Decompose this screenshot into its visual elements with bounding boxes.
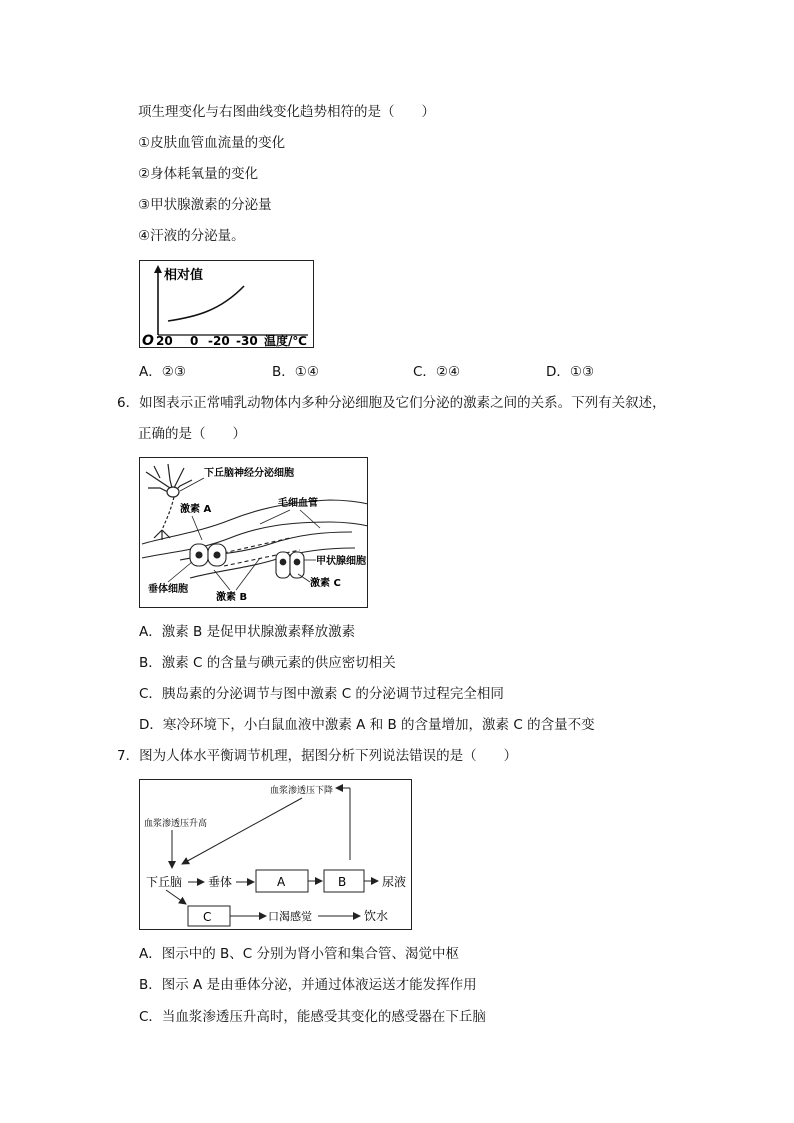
q6-option-c[interactable]: C．胰岛素的分泌调节与图中激素 C 的分泌调节过程完全相同: [139, 686, 504, 702]
q6-option-d[interactable]: D．寒冷环境下，小白鼠血液中激素 A 和 B 的含量增加，激素 C 的含量不变: [139, 717, 595, 733]
trend-curve: [168, 286, 244, 321]
q5-option-a[interactable]: A．②③: [139, 364, 186, 380]
pituitary-leader: [168, 562, 192, 582]
q5-figure: [139, 260, 314, 348]
q5-item-4: ④汗液的分泌量。: [138, 228, 245, 244]
q7-option-a[interactable]: A．图示中的 B、C 分别为肾小管和集合管、渴觉中枢: [139, 946, 460, 962]
tick-label-neg20: -20: [208, 334, 230, 348]
hormone-b-leader-1: [214, 570, 230, 590]
q7-water-balance-diagram: [140, 780, 413, 931]
q5-option-b[interactable]: B．①④: [272, 364, 319, 380]
y-axis-label: 相对值: [164, 268, 204, 283]
arrow-decrease-to-hypothalamus: [182, 798, 302, 864]
box-a-label: A: [277, 875, 286, 889]
label-hypothalamus-cell: 下丘脑神经分泌细胞: [204, 468, 294, 479]
q5-item-1: ①皮肤血管血流量的变化: [138, 135, 286, 151]
q5-stem-tail: 项生理变化与右图曲线变化趋势相符的是（ ）: [138, 104, 435, 120]
label-capillary: 毛细血管: [278, 498, 318, 509]
y-axis-arrow: [154, 265, 162, 273]
q6-stem-line2: 正确的是（ ）: [138, 426, 246, 442]
box-b-label: B: [338, 875, 347, 889]
hormone-a-leader: [192, 516, 202, 540]
node-drink: 饮水: [364, 909, 389, 923]
q5-curve-chart: [140, 261, 315, 349]
label-pituitary-cell: 垂体细胞: [148, 584, 188, 595]
arrow-hypothalamus-to-c: [166, 890, 186, 904]
thyroid-cells-icon: [276, 552, 304, 578]
q7-stem: 7．图为人体水平衡调节机理，据图分析下列说法错误的是（ ）: [117, 748, 518, 764]
node-urine: 尿液: [382, 875, 407, 889]
label-osmotic-increase: 血浆渗透压升高: [144, 819, 208, 829]
box-c-label: C: [203, 910, 212, 924]
label-osmotic-decrease: 血浆渗透压下降: [270, 786, 334, 796]
node-pituitary: 垂体: [208, 875, 233, 889]
q7-option-b[interactable]: B．图示 A 是由垂体分泌，并通过体液运送才能发挥作用: [139, 977, 477, 993]
tick-label-neg30: -30: [236, 334, 258, 348]
tick-label-0: 0: [190, 334, 199, 348]
q5-option-d[interactable]: D．①③: [546, 364, 595, 380]
node-hypothalamus: 下丘脑: [146, 875, 183, 889]
capillary-leader-1: [260, 510, 290, 524]
node-thirst: 口渴感觉: [268, 910, 312, 923]
q6-figure: [139, 457, 368, 608]
q6-option-a[interactable]: A．激素 B 是促甲状腺激素释放激素: [139, 624, 356, 640]
pituitary-cells-icon: [190, 544, 226, 566]
label-thyroid-cell: 甲状腺细胞: [316, 556, 366, 567]
label-hormone-c: 激素 C: [310, 578, 341, 589]
q6-stem-line1: 6．如图表示正常哺乳动物体内多种分泌细胞及它们分泌的激素之间的关系。下列有关叙述，: [117, 395, 666, 411]
q7-option-c[interactable]: C．当血浆渗透压升高时，能感受其变化的感受器在下丘脑: [139, 1009, 486, 1025]
q5-item-3: ③甲状腺激素的分泌量: [138, 197, 272, 213]
q5-option-c[interactable]: C．②④: [413, 364, 461, 380]
q6-hormone-diagram: [140, 458, 369, 609]
neuron-icon: [146, 464, 192, 540]
x-axis-label: 温度/℃: [264, 334, 307, 348]
capillary-leader-2: [300, 510, 320, 528]
label-hormone-a: 激素 A: [180, 504, 212, 515]
q6-option-b[interactable]: B．激素 C 的含量与碘元素的供应密切相关: [139, 655, 396, 671]
label-hormone-b: 激素 B: [216, 592, 248, 603]
origin-label: O: [142, 333, 154, 349]
q7-figure: [139, 779, 412, 930]
tick-label-20: 20: [156, 334, 173, 348]
q5-item-2: ②身体耗氧量的变化: [138, 166, 259, 182]
